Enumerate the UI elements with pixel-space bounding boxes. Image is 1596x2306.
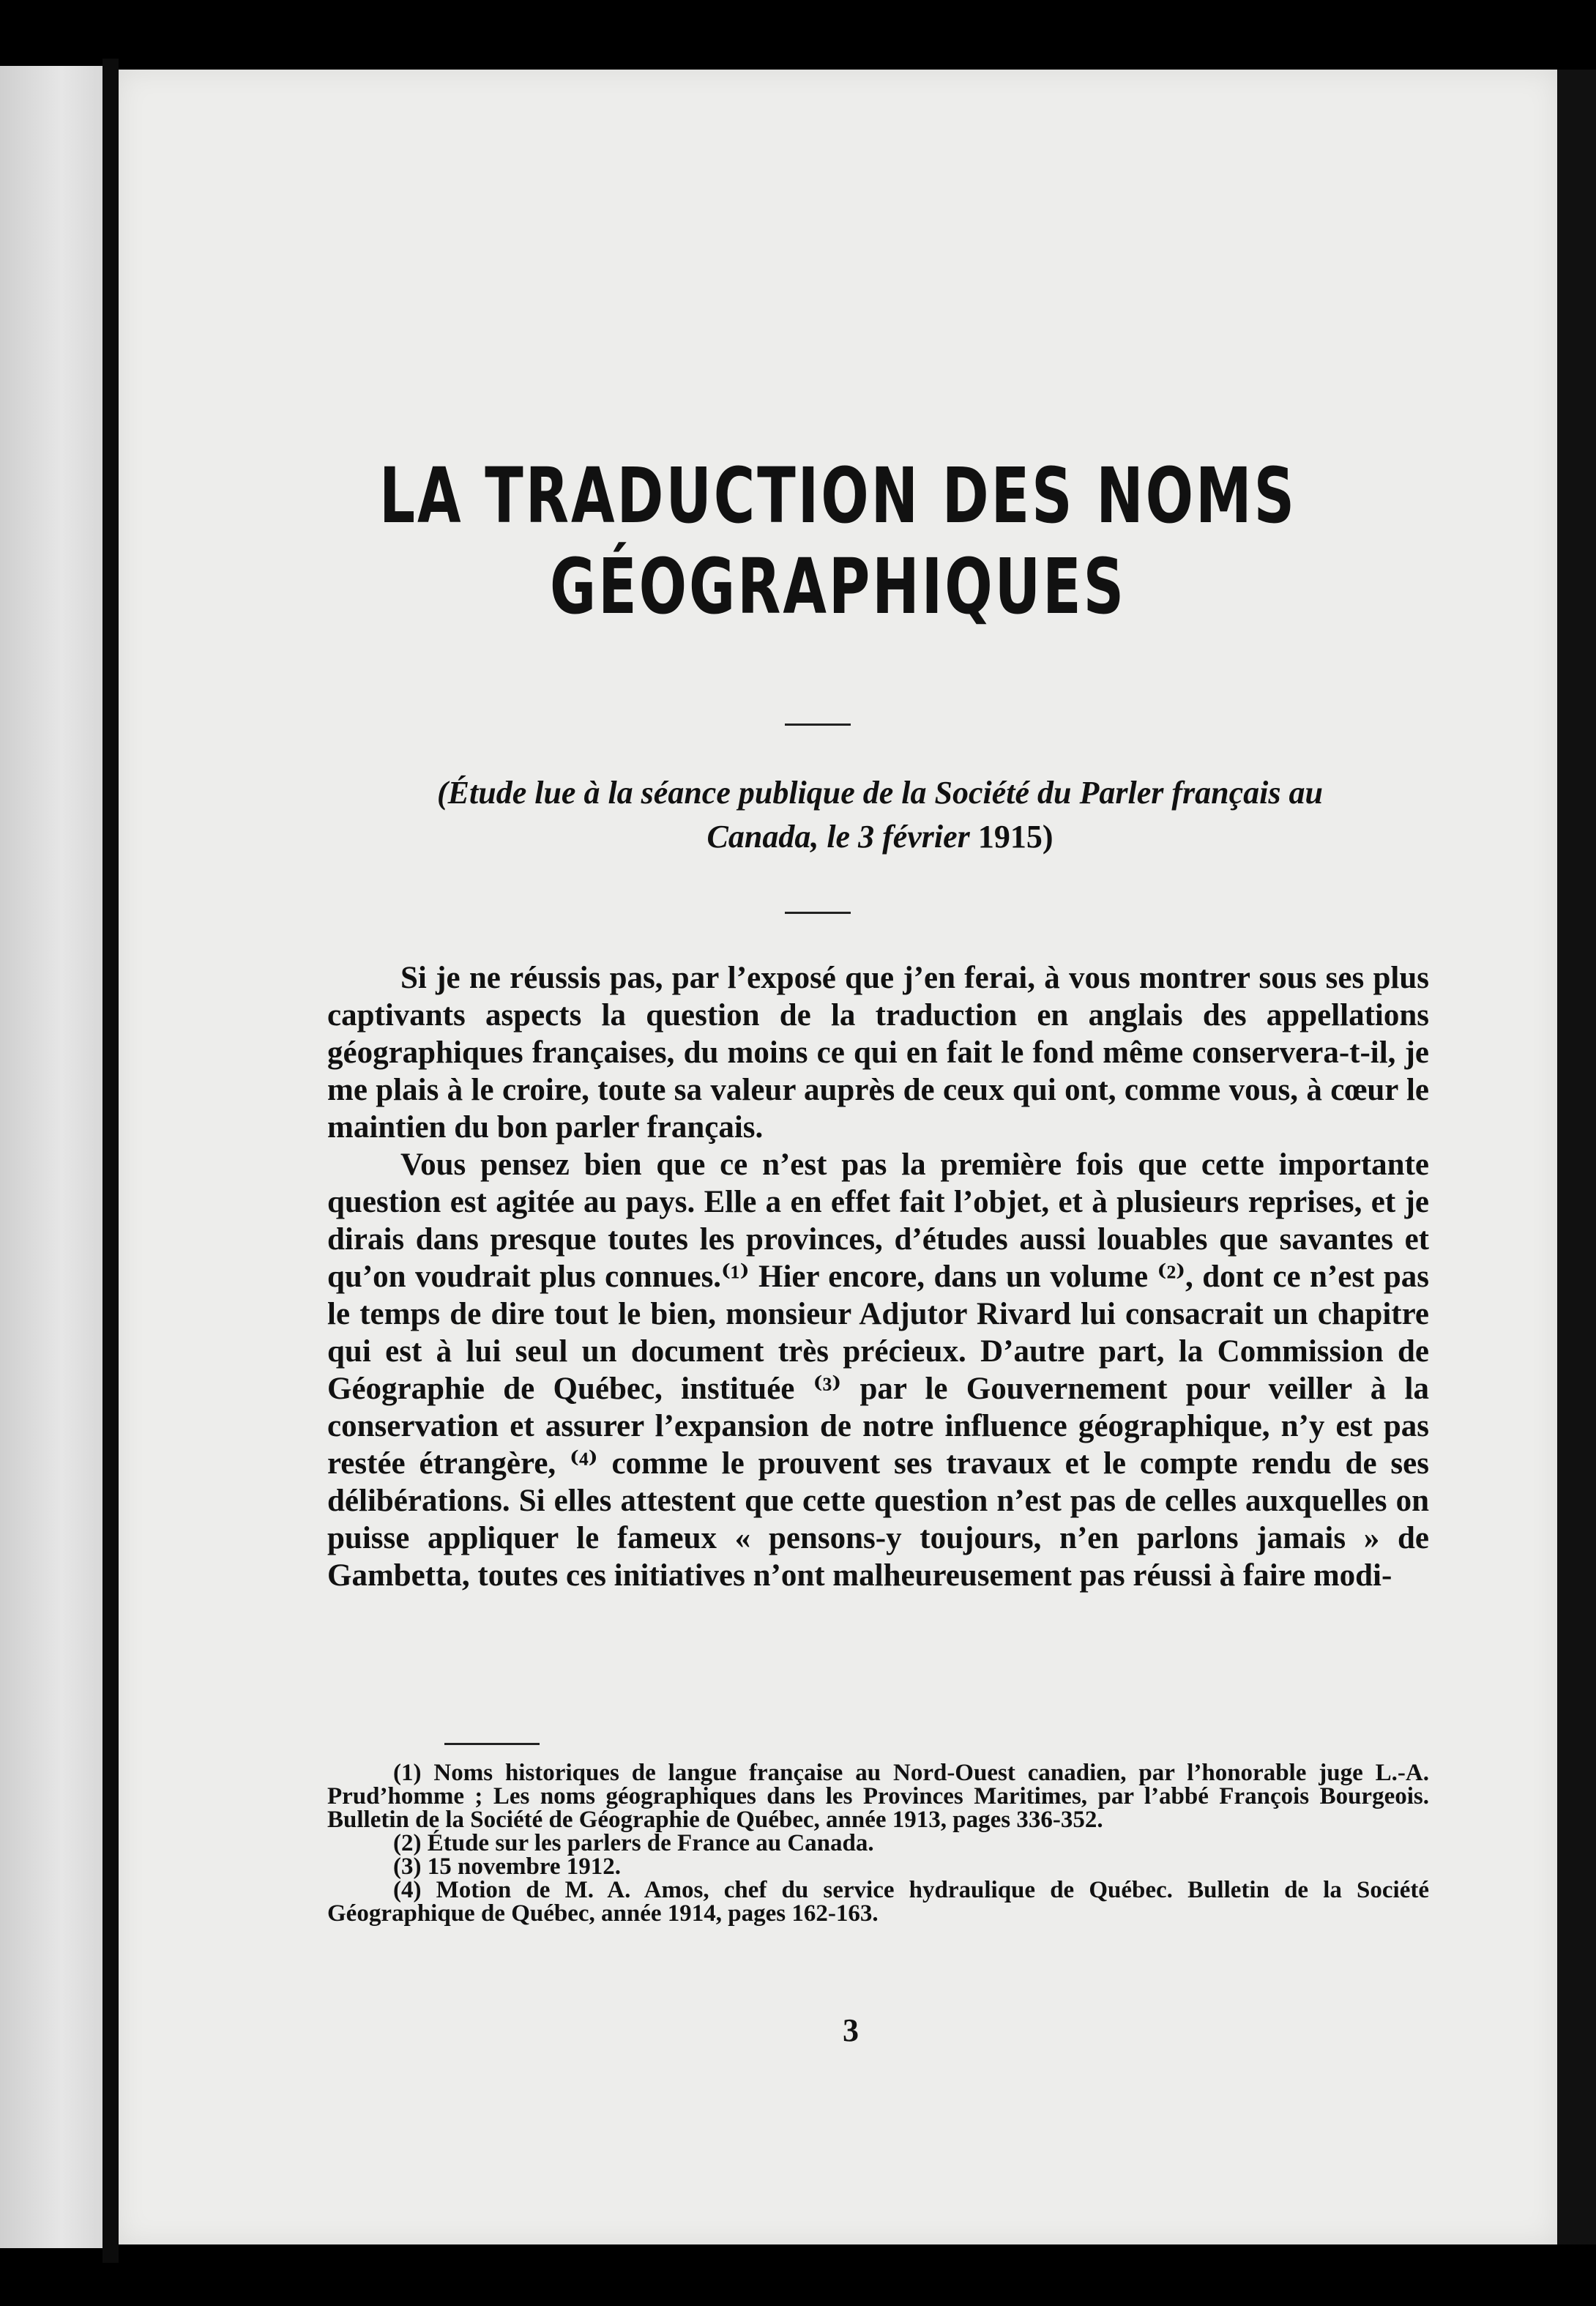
footnote-1: (1) Noms historiques de langue française au Nord-Ouest canadien, par l’honorable juge L.-A. Prud’homme ; Les noms géographiques dans les Provinces Maritimes, par l’abbé François Bourgeois. Bulletin de la Société de Géographie de Québec, année 1913, pages 336-352.	[327, 1760, 1429, 1833]
footnote-2: (2) Étude sur les parlers de France au Canada.	[393, 1830, 874, 1856]
footnote-divider	[444, 1743, 540, 1745]
document-page	[119, 70, 1557, 2244]
title-divider	[785, 724, 851, 726]
footnote-3: (3) 15 novembre 1912.	[393, 1853, 622, 1880]
book-gutter	[102, 59, 119, 2263]
left-page-edge	[0, 66, 102, 2248]
page-title	[305, 450, 1370, 632]
title-line-2: GÉOGRAPHIQUES	[549, 542, 1126, 631]
page-number: 3	[843, 2012, 859, 2048]
subtitle-divider	[785, 912, 851, 914]
title-line-1: LA TRADUCTION DES NOMS	[379, 451, 1297, 540]
paragraph-1: Si je ne réussis pas, par l’exposé que j’en ferai, à vous montrer sous ses plus captivants aspects la question de la traduction en anglais des appellations géographiques françaises, du moins ce qui en fait le fond même conservera-t-il, je me plais à le croire, toute sa valeur auprès de ceux qui ont, comme vous, à cœur le maintien du bon parler français.	[327, 961, 1429, 1145]
footnote-4: (4) Motion de M. A. Amos, chef du service hydraulique de Québec. Bulletin de la Société Géographique de Québec, année 1914, pages 162-163.	[327, 1877, 1429, 1927]
subtitle	[331, 771, 1429, 859]
footnotes	[327, 1761, 1429, 1925]
subtitle-year: 1915)	[977, 819, 1054, 855]
body-text	[327, 959, 1429, 1594]
scan-border	[1557, 70, 1596, 2244]
subtitle-line-1: (Étude lue à la séance publique de la Société du Parler français au	[437, 775, 1323, 811]
paragraph-2: Vous pensez bien que ce n’est pas la première fois que cette importante question est agitée au pays. Elle a en effet fait l’objet, et à plusieurs reprises, et je dirais dans presque toutes les provinces, d’études aussi louables que savantes et qu’on voudrait plus connues.⁽¹⁾ Hier encore, dans un volume ⁽²⁾, dont ce n’est pas le temps de dire tout le bien, monsieur Adjutor Rivard lui consacrait un chapitre qui est à lui seul un document très précieux. D’autre part, la Commission de Géographie de Québec, instituée ⁽³⁾ par le Gouvernement pour veiller à la conservation et assurer l’expansion de notre influence géographique, n’y est pas restée étrangère, ⁽⁴⁾ comme le prouvent ses travaux et le compte rendu de ses délibérations. Si elles attestent que cette question n’est pas de celles auxquelles on puisse appliquer le fameux « pensons-y toujours, n’en parlons jamais » de Gambetta, toutes ces initiatives n’ont malheureusement pas réussi à faire modi-	[327, 1148, 1429, 1593]
subtitle-line-2-italic: Canada, le 3 février	[706, 819, 970, 855]
